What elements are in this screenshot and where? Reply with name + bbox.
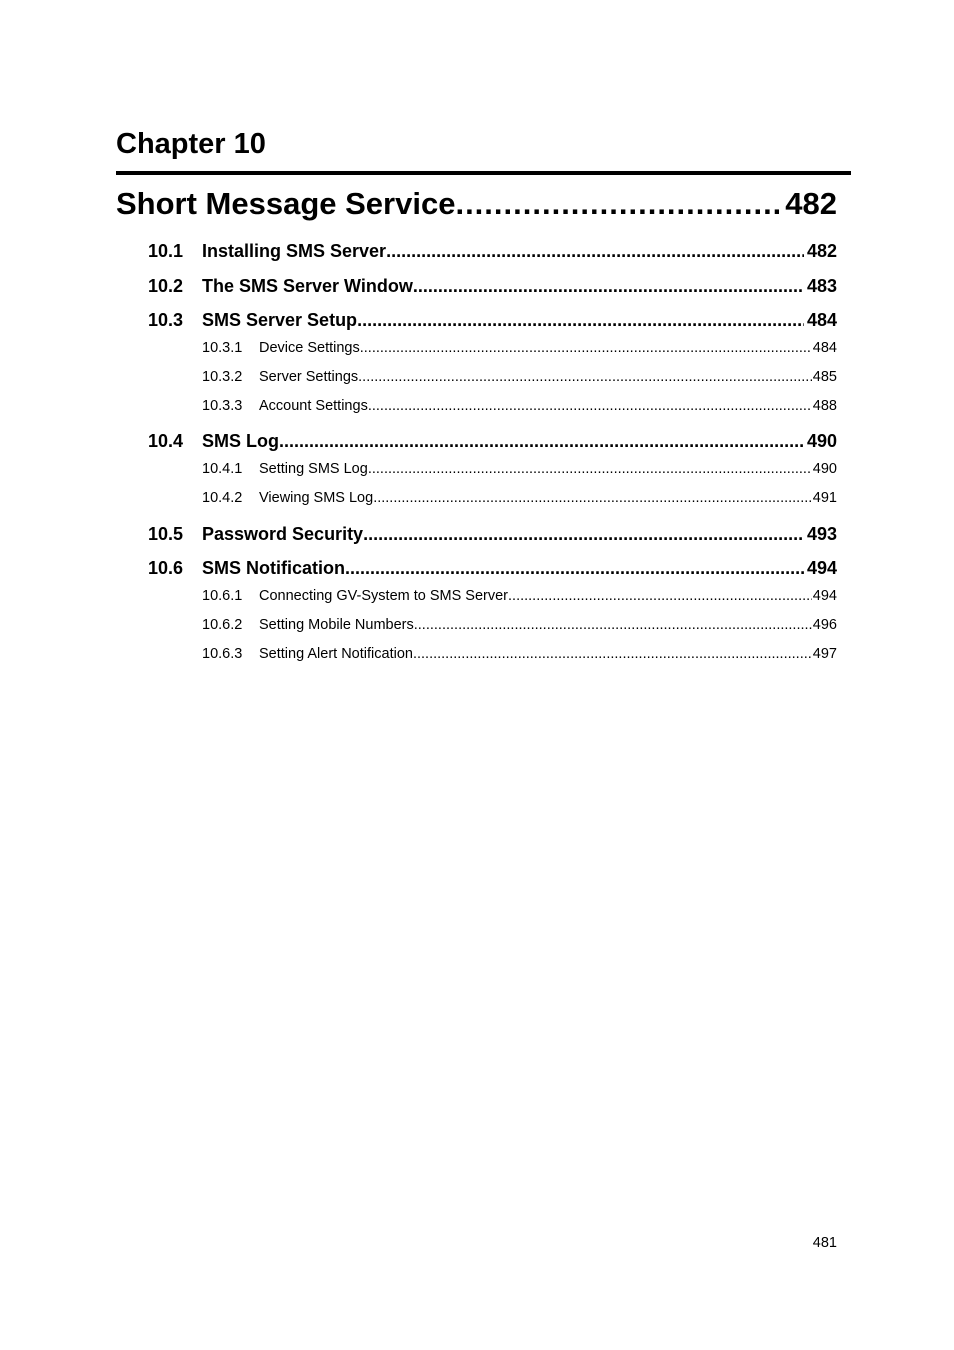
toc-section-number: 10.6 [148, 558, 184, 578]
dot-leader [508, 586, 812, 606]
dot-leader [413, 644, 812, 664]
chapter-label: Chapter 10 [116, 128, 266, 160]
dot-leader [414, 615, 812, 635]
toc-subsection-10-6-2[interactable] [202, 615, 837, 635]
toc-chapter-entry[interactable] [116, 181, 837, 227]
toc-subsection-page: 494 [812, 588, 837, 604]
toc-subsection-page: 497 [812, 646, 837, 662]
toc-subsection-number: 10.4.1 [202, 461, 243, 477]
toc-subsection-number: 10.6.1 [202, 588, 243, 604]
toc-subsection-10-4-2[interactable] [202, 488, 837, 508]
toc-section-title: SMS Server Setup [202, 310, 358, 330]
toc-subsection-10-3-1[interactable] [202, 338, 837, 358]
toc-subsection-number: 10.6.2 [202, 617, 243, 633]
toc-section-number: 10.3 [148, 310, 184, 330]
dot-leader [413, 273, 804, 299]
toc-subsection-10-6-3[interactable] [202, 644, 837, 664]
toc-subsection-page: 485 [812, 369, 837, 385]
toc-subsection-number: 10.4.2 [202, 490, 243, 506]
toc-section-number: 10.5 [148, 524, 184, 544]
toc-subsection-number: 10.3.3 [202, 398, 243, 414]
toc-subsection-title: Viewing SMS Log [259, 490, 374, 506]
toc-subsection-page: 490 [812, 461, 837, 477]
dot-leader [368, 459, 812, 479]
toc-section-number: 10.2 [148, 276, 184, 296]
toc-subsection-title: Setting Mobile Numbers [259, 617, 414, 633]
toc-subsection-title: Server Settings [259, 369, 359, 385]
toc-section-page: 484 [806, 310, 837, 330]
chapter-divider [116, 171, 851, 175]
dot-leader [386, 238, 804, 264]
toc-section-page: 483 [806, 276, 837, 296]
toc-section-10-4[interactable] [148, 428, 837, 454]
toc-section-page: 482 [806, 241, 837, 261]
dot-leader [360, 338, 812, 358]
toc-subsection-title: Setting SMS Log [259, 461, 368, 477]
toc-subsection-10-3-2[interactable] [202, 367, 837, 387]
toc-subsection-page: 491 [812, 490, 837, 506]
dot-leader [363, 521, 804, 547]
toc-section-10-2[interactable] [148, 273, 837, 299]
toc-section-title: SMS Notification [202, 558, 345, 578]
toc-section-title: Password Security [202, 524, 364, 544]
dot-leader [279, 428, 804, 454]
toc-section-number: 10.4 [148, 431, 184, 451]
dot-leader [455, 181, 779, 227]
toc-section-title: The SMS Server Window [202, 276, 413, 296]
toc-subsection-page: 488 [812, 398, 837, 414]
toc-section-title: SMS Log [202, 431, 279, 451]
toc-section-title: Installing SMS Server [202, 241, 387, 261]
toc-section-10-5[interactable] [148, 521, 837, 547]
toc-subsection-title: Setting Alert Notification [259, 646, 413, 662]
toc-subsection-title: Connecting GV-System to SMS Server [259, 588, 509, 604]
dot-leader [368, 396, 812, 416]
toc-subsection-number: 10.3.1 [202, 340, 243, 356]
toc-section-10-1[interactable] [148, 238, 837, 264]
toc-subsection-page: 484 [812, 340, 837, 356]
page-number: 481 [812, 1235, 837, 1251]
dot-leader [345, 555, 804, 581]
toc-subsection-10-4-1[interactable] [202, 459, 837, 479]
toc-section-10-6[interactable] [148, 555, 837, 581]
toc-subsection-title: Account Settings [259, 398, 368, 414]
toc-section-page: 493 [806, 524, 837, 544]
toc-subsection-page: 496 [812, 617, 837, 633]
toc-subsection-title: Device Settings [259, 340, 360, 356]
toc-chapter-page: 482 [785, 186, 837, 221]
toc-subsection-number: 10.3.2 [202, 369, 243, 385]
dot-leader [357, 307, 804, 333]
toc-section-number: 10.1 [148, 241, 184, 261]
dot-leader [358, 367, 812, 387]
toc-subsection-10-3-3[interactable] [202, 396, 837, 416]
toc-section-page: 490 [806, 431, 837, 451]
toc-subsection-10-6-1[interactable] [202, 586, 837, 606]
toc-chapter-title: Short Message Service [116, 186, 456, 221]
toc-section-10-3[interactable] [148, 307, 837, 333]
toc-section-page: 494 [806, 558, 837, 578]
dot-leader [373, 488, 812, 508]
toc-subsection-number: 10.6.3 [202, 646, 243, 662]
